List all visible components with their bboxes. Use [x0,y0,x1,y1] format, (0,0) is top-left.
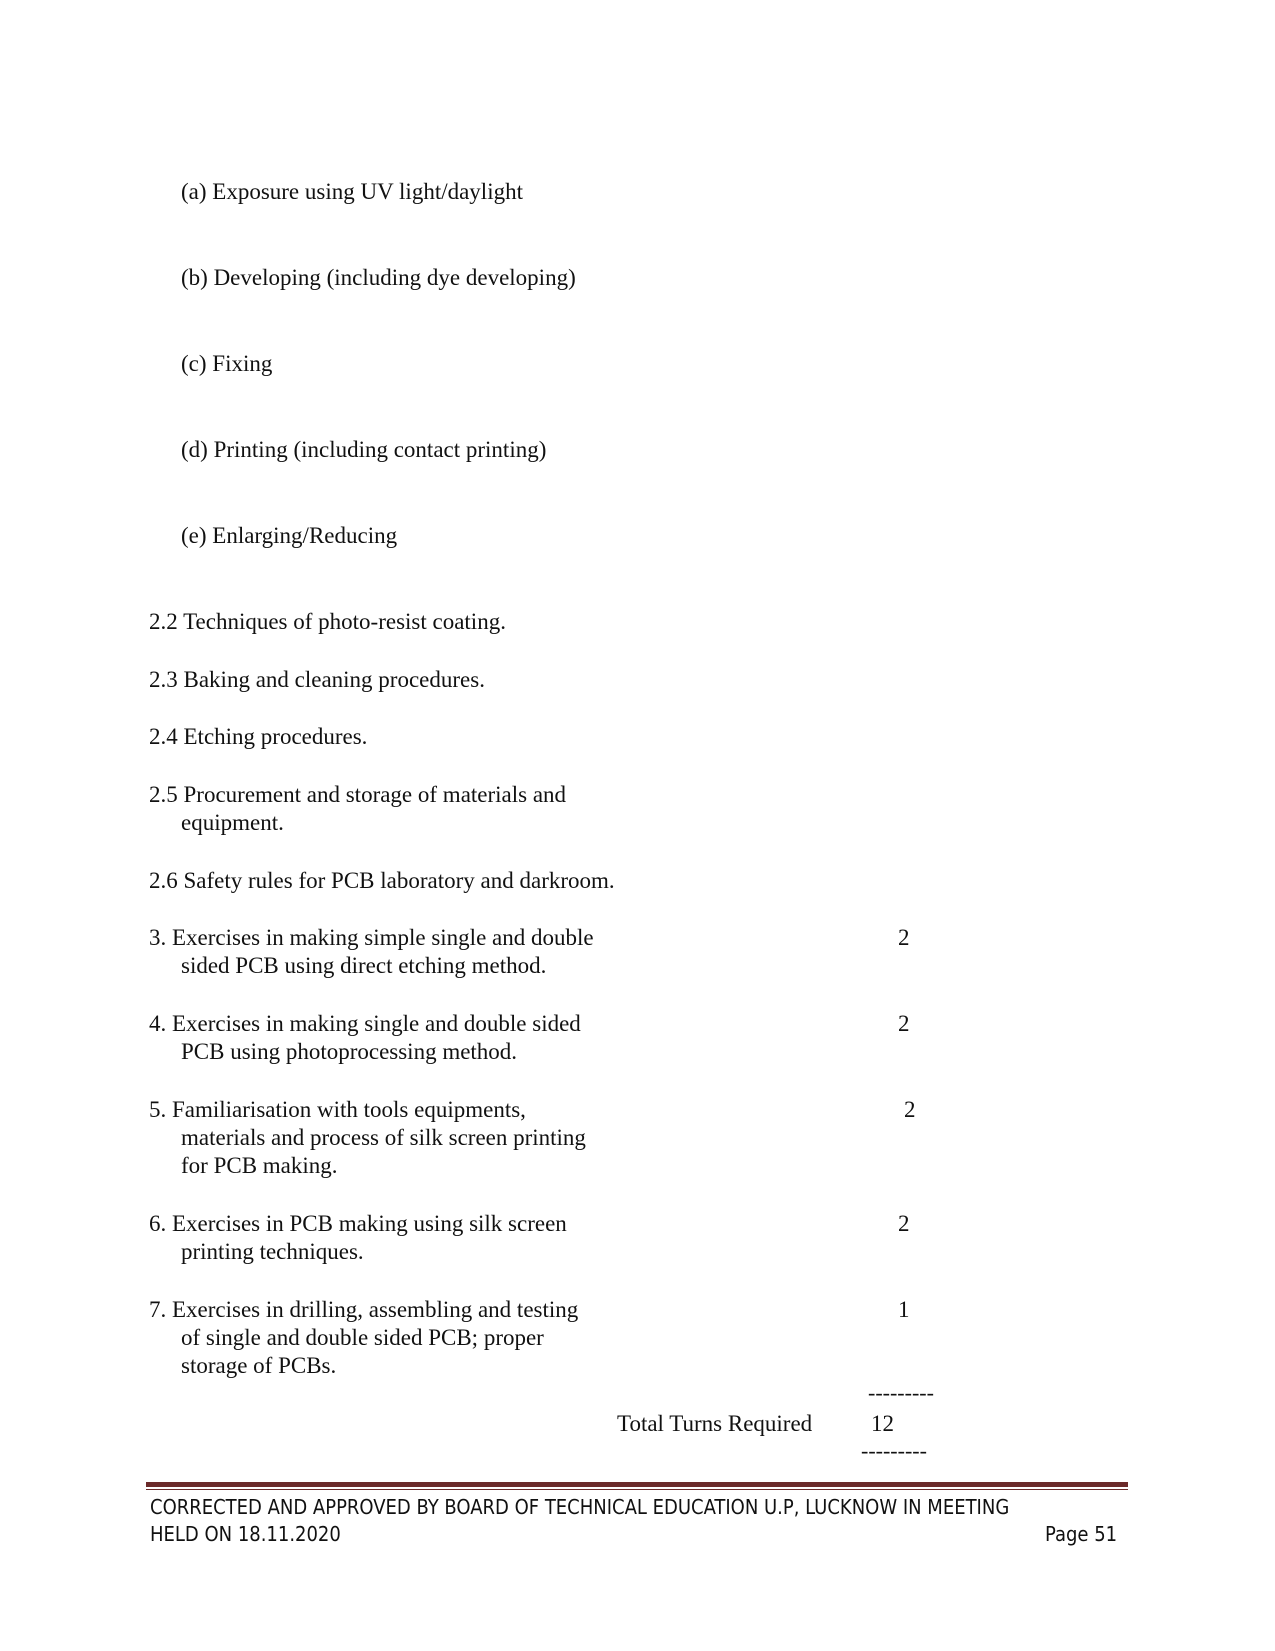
exercise-6-line2: printing techniques. [181,1239,364,1264]
section-2-2: 2.2 Techniques of photo-resist coating. [149,609,506,634]
exercise-5-line2: materials and process of silk screen printing [181,1125,586,1150]
exercise-6-line1: 6. Exercises in PCB making using silk screen [149,1211,567,1236]
section-2-5-line1: 2.5 Procurement and storage of materials and [149,782,567,807]
footer-rule-thin [146,1489,1128,1490]
sub-item-e: (e) Enlarging/Reducing [181,523,398,548]
footer-approval-line1: CORRECTED AND APPROVED BY BOARD OF TECHNICAL EDUCATION U.P, LUCKNOW IN MEETING [150,1495,1010,1519]
exercise-7-turns: 1 [898,1297,910,1322]
total-label: Total Turns Required [617,1411,813,1436]
total-dashes-top: --------- [868,1380,934,1405]
exercise-5-turns: 2 [904,1097,916,1122]
sub-item-c: (c) Fixing [181,351,273,376]
footer-rule [146,1482,1128,1487]
exercise-3-turns: 2 [898,925,910,950]
page-number: Page 51 [1045,1522,1118,1546]
section-2-3: 2.3 Baking and cleaning procedures. [149,667,485,692]
exercise-3-line1: 3. Exercises in making simple single and double [149,925,594,950]
exercise-6-turns: 2 [898,1211,910,1236]
sub-item-d: (d) Printing (including contact printing) [181,437,547,462]
exercise-4-line2: PCB using photoprocessing method. [181,1039,518,1064]
exercise-4-line1: 4. Exercises in making single and double sided [149,1011,581,1036]
exercise-3-line2: sided PCB using direct etching method. [181,953,547,978]
exercise-5-line1: 5. Familiarisation with tools equipments, [149,1097,526,1122]
sub-item-b: (b) Developing (including dye developing) [181,265,576,290]
exercise-4-turns: 2 [898,1011,910,1036]
footer-approval-line2: HELD ON 18.11.2020 [150,1522,341,1546]
section-2-4: 2.4 Etching procedures. [149,724,368,749]
total-dashes-bottom: --------- [861,1438,927,1463]
exercise-7-line3: storage of PCBs. [181,1353,337,1378]
sub-item-a: (a) Exposure using UV light/daylight [181,179,523,204]
section-2-6: 2.6 Safety rules for PCB laboratory and darkroom. [149,868,615,893]
exercise-5-line3: for PCB making. [181,1153,338,1178]
exercise-7-line2: of single and double sided PCB; proper [181,1325,544,1350]
total-value: 12 [871,1411,894,1436]
exercise-7-line1: 7. Exercises in drilling, assembling and testing [149,1297,579,1322]
section-2-5-line2: equipment. [181,810,284,835]
